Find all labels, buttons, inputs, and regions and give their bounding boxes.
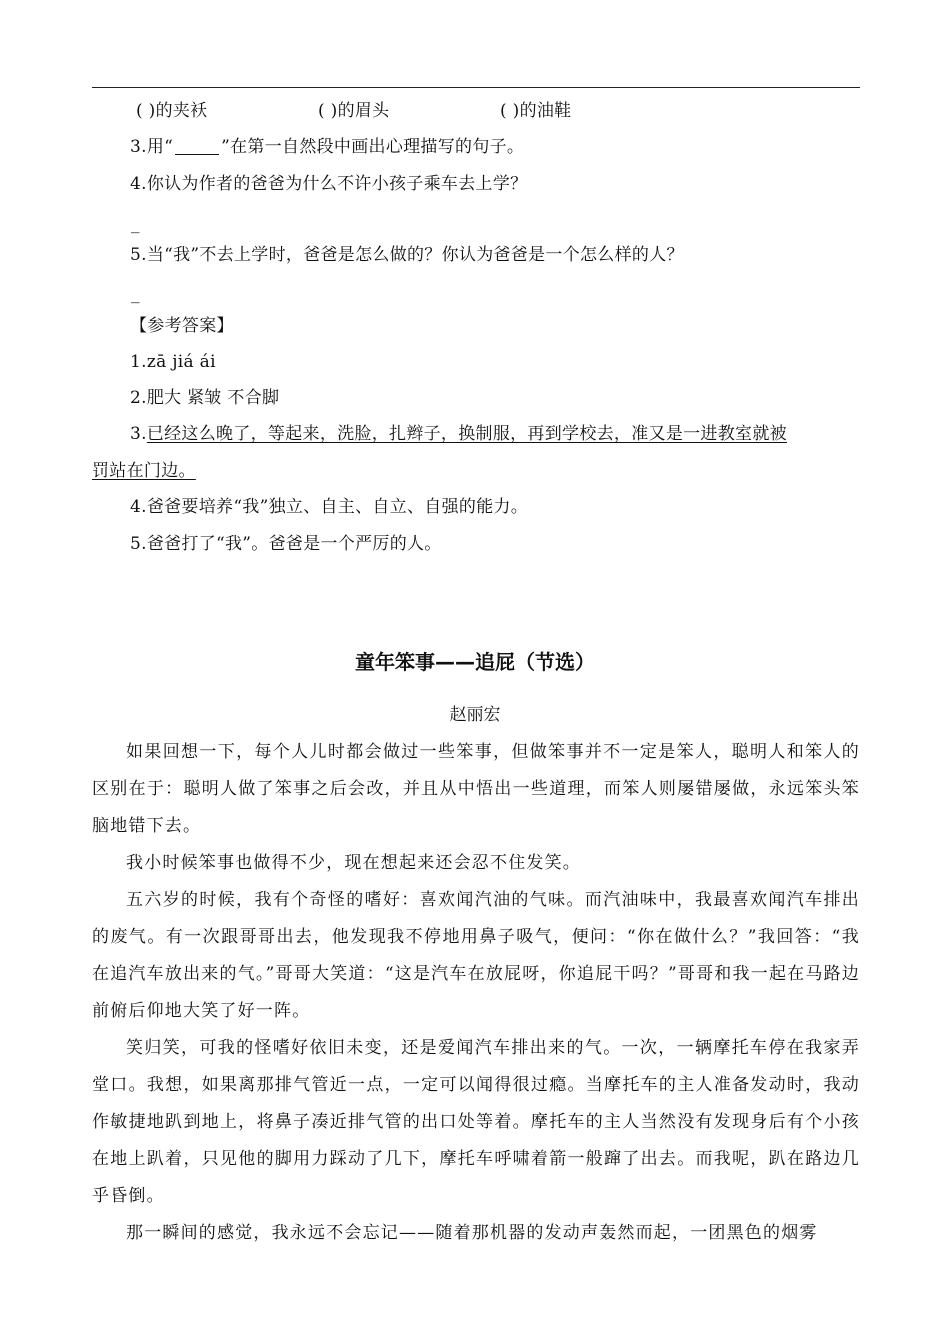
q2-item-3-text: 的油鞋 [519,101,572,121]
q4-answer-line: _ [131,214,140,234]
answer-3-num: 3. [130,424,147,444]
answer-2: 2.肥大 紧皱 不合脚 [130,388,280,408]
paragraph: 五六岁的时候，我有个奇怪的嗜好：喜欢闻汽油的气味。而汽油味中，我最喜欢闻汽车排出的废气。有一次跟哥哥出去，他发现我不停地用鼻子吸气，便问：“你在做什么？”我回答：“我在追汽车放出来的气。”哥哥大笑道：“这是汽车在放屁呀，你追屁干吗？”哥哥和我一起在马路边前俯后仰地大笑了好一阵。 [92,890,860,1021]
answer-3-cont [92,459,196,483]
q5-answer-line: _ [131,284,140,304]
answer-3 [130,422,787,446]
q2-item-1-blank: ( ) [136,101,156,121]
q2-item-2-blank: ( ) [318,101,338,121]
article-author: 赵丽宏 [449,705,501,725]
paragraph: 如果回想一下，每个人儿时都会做过一些笨事，但做笨事并不一定是笨人，聪明人和笨人的区别在于：聪明人做了笨事之后会改，并且从中悟出一些道理，而笨人则屡错屡做，永远笨头笨脑地错下去。 [92,742,860,836]
q2-item-3-blank: ( ) [500,101,520,121]
paragraph: 我小时候笨事也做得不少，现在想起来还会忍不住发笑。 [126,853,581,873]
q2-item-1 [136,99,207,123]
answer-4: 4.爸爸要培养“我”独立、自主、自立、自强的能力。 [130,497,529,517]
question-4: 4.你认为作者的爸爸为什么不许小孩子乘车去上学？ [130,174,528,194]
answer-1: 1.zā jiá ái [130,352,216,372]
q2-item-2 [318,99,389,123]
article-title: 童年笨事——追屁（节选） [355,650,595,674]
answer-3-line2: 罚站在门边。 [92,461,196,481]
q3-prefix: 3.用“ [130,137,174,157]
question-5: 5.当“我”不去上学时，爸爸是怎么做的？你认为爸爸是一个怎么样的人？ [130,245,684,265]
paragraph: 那一瞬间的感觉，我永远不会忘记——随着那机器的发动声轰然而起，一团黑色的烟雾 [126,1223,818,1243]
underline-sample [175,140,219,155]
top-rule [92,87,860,88]
question-3 [130,135,524,159]
q3-suffix: ”在第一自然段中画出心理描写的句子。 [221,137,525,157]
q2-item-2-text: 的眉头 [337,101,390,121]
answer-header: 【参考答案】 [130,316,234,336]
answer-5: 5.爸爸打了“我”。爸爸是一个严厉的人。 [130,534,442,554]
q2-item-3 [500,99,571,123]
q2-item-1-text: 的夹袄 [155,101,208,121]
answer-3-line1: 已经这么晚了，等起来，洗脸，扎辫子，换制服，再到学校去，准又是一进教室就被 [146,424,787,444]
paragraph: 笑归笑，可我的怪嗜好依旧未变，还是爱闻汽车排出来的气。一次，一辆摩托车停在我家弄堂口。我想，如果离那排气管近一点，一定可以闻得很过瘾。当摩托车的主人准备发动时，我动作敏捷地趴到地上，将鼻子凑近排气管的出口处等着。摩托车的主人当然没有发现身后有个小孩在地上趴着，只见他的脚用力踩动了几下，摩托车呼啸着箭一般蹿了出去。而我呢，趴在路边几乎昏倒。 [92,1038,860,1206]
article-body [92,734,860,1252]
